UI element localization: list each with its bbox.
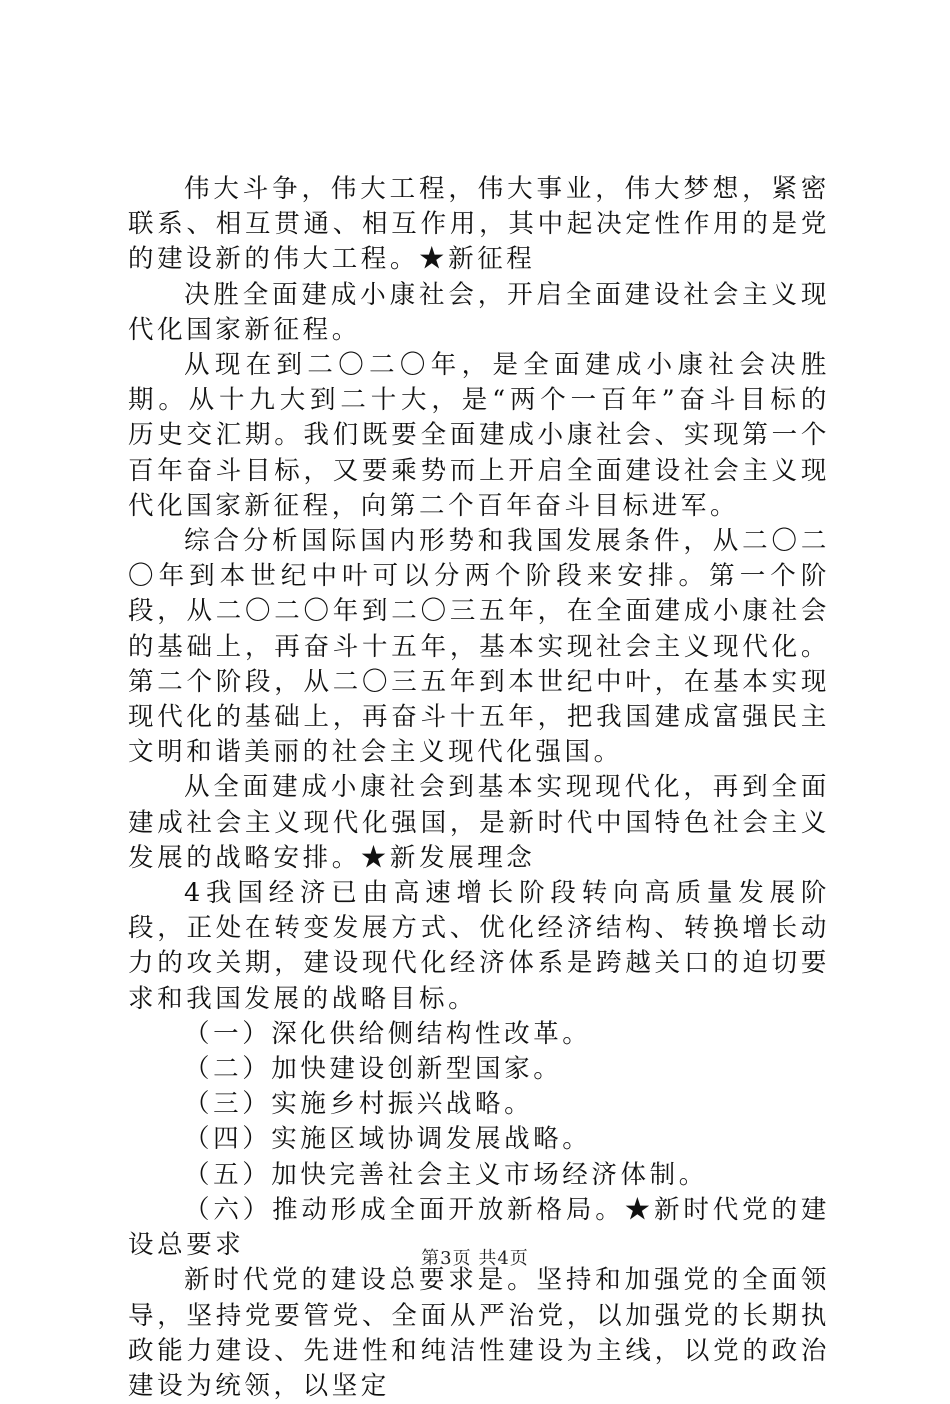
paragraph: 综合分析国际国内形势和我国发展条件，从二〇二〇年到本世纪中叶可以分两个阶段来安排。第一个阶段，从二〇二〇年到二〇三五年，在全面建成小康社会的基础上，再奋斗十五年，基本实现社会主义现代化。第二个阶段，从二〇三五年到本世纪中叶，在基本实现现代化的基础上，再奋斗十五年，把我国建成富强民主文明和谐美丽的社会主义现代化强国。	[128, 526, 830, 768]
list-item: （四）实施区域协调发展战略。	[184, 1124, 592, 1155]
paragraph: 新时代党的建设总要求是。坚持和加强党的全面领导，坚持党要管党、全面从严治党，以加强党的长期执政能力建设、先进性和纯洁性建设为主线，以党的政治建设为统领，以坚定	[128, 1265, 830, 1401]
list-item: （六）推动形成全面开放新格局。★新时代党的建设总要求	[128, 1194, 830, 1261]
document-body	[128, 172, 830, 1404]
paragraph: 从全面建成小康社会到基本实现现代化，再到全面建成社会主义现代化强国，是新时代中国特色社会主义发展的战略安排。★新发展理念	[128, 772, 830, 873]
list-item: （二）加快建设创新型国家。	[184, 1054, 563, 1085]
paragraph: 伟大斗争，伟大工程，伟大事业，伟大梦想，紧密联系、相互贯通、相互作用，其中起决定性作用的是党的建设新的伟大工程。★新征程	[128, 174, 830, 275]
paragraph: 4我国经济已由高速增长阶段转向高质量发展阶段，正处在转变发展方式、优化经济结构、转换增长动力的攻关期，建设现代化经济体系是跨越关口的迫切要求和我国发展的战略目标。	[128, 878, 830, 1014]
list-item: （一）深化供给侧结构性改革。	[184, 1018, 592, 1049]
paragraph: 决胜全面建成小康社会，开启全面建设社会主义现代化国家新征程。	[128, 279, 830, 345]
list-item: （三）实施乡村振兴战略。	[184, 1089, 534, 1120]
page-number-footer: 第3页 共4页	[421, 1248, 529, 1269]
paragraph: 从现在到二〇二〇年，是全面建成小康社会决胜期。从十九大到二十大，是“两个一百年”奋斗目标的历史交汇期。我们既要全面建成小康社会、实现第一个百年奋斗目标，又要乘势而上开启全面建设社会主义现代化国家新征程，向第二个百年奋斗目标进军。	[128, 350, 830, 521]
list-item: （五）加快完善社会主义市场经济体制。	[184, 1159, 708, 1190]
